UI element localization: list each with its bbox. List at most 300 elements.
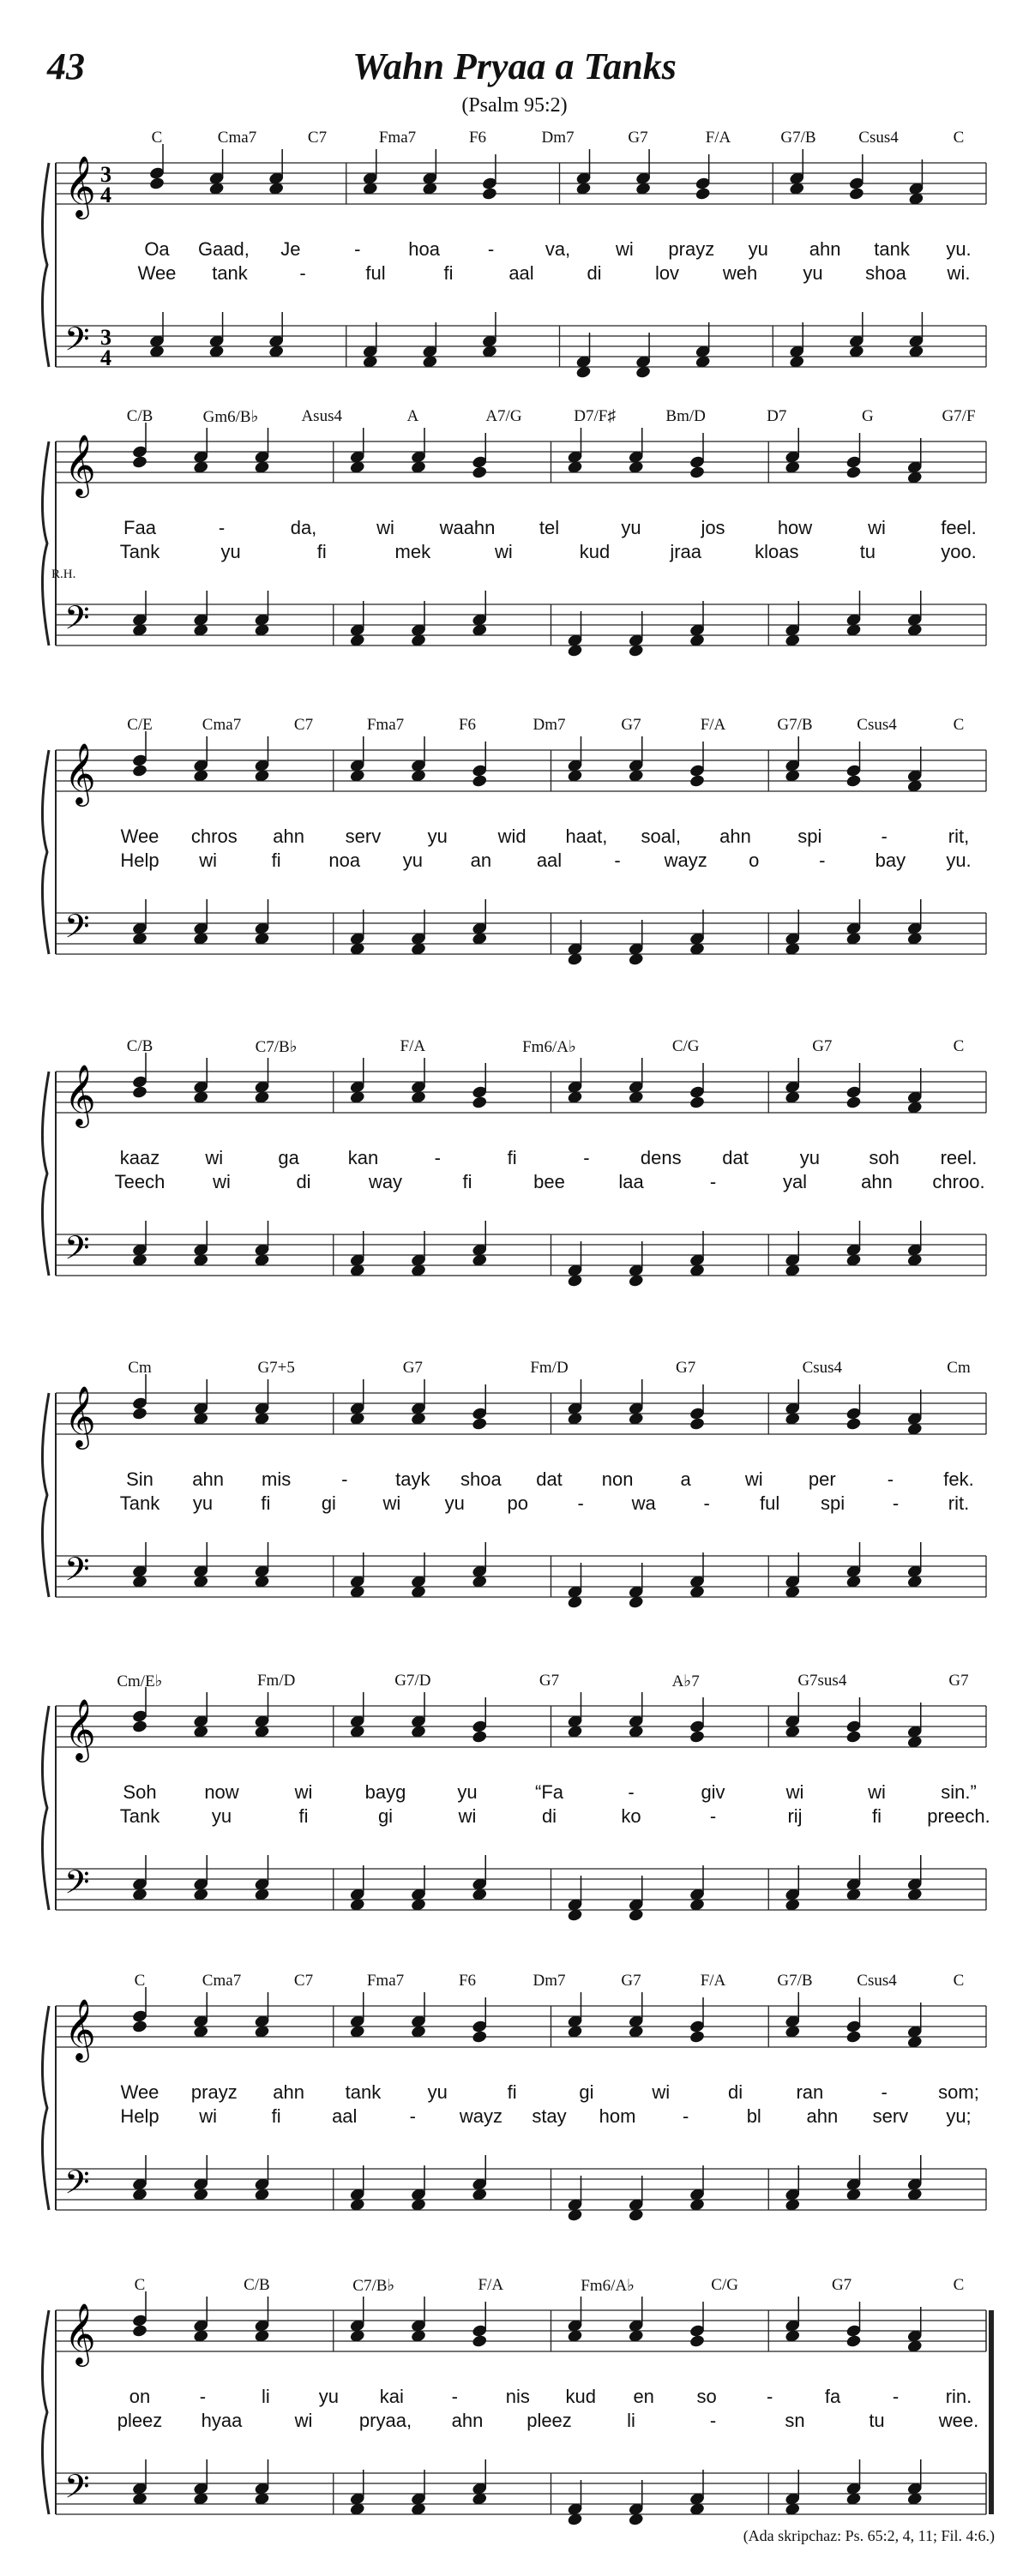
lyric-verse-2: serv (872, 2105, 909, 2127)
chord-symbol: F/A (705, 129, 731, 147)
music-system (0, 407, 1029, 707)
lyric-verse-1: ahn (192, 1468, 224, 1490)
time-signature-bottom: 4 (100, 345, 111, 370)
brace (42, 163, 49, 367)
lyric-verse-2: di (541, 1805, 557, 1827)
lyric-verse-2: mek (394, 541, 431, 562)
lyric-verse-2: bl (746, 2105, 761, 2127)
lyric-verse-1: - (881, 826, 888, 847)
treble-clef-icon: 𝄞 (64, 1697, 96, 1760)
lyric-verse-1: so (696, 2386, 717, 2407)
chord-symbol: G7 (812, 1037, 833, 1055)
lyric-verse-2: gi (321, 1492, 336, 1514)
chord-symbol: A7/G (485, 407, 522, 425)
lyric-verse-2: wi (213, 1171, 231, 1192)
lyric-verse-2: spi (821, 1492, 845, 1514)
chord-symbol: Fm/D (256, 1672, 296, 1690)
lyric-verse-1: wi (785, 1781, 804, 1803)
lyric-verse-2: - (892, 1492, 900, 1514)
chord-symbol: G7 (621, 1972, 641, 1990)
lyric-verse-1: kan (347, 1147, 379, 1168)
lyric-verse-1: kaaz (119, 1147, 160, 1168)
lyric-verse-2: kud (579, 541, 611, 562)
lyric-verse-2: tank (212, 262, 248, 284)
lyric-verse-1: ran (796, 2081, 824, 2103)
chord-symbol: C (953, 129, 965, 147)
chord-symbol: C7 (293, 1972, 314, 1990)
lyric-verse-2: - (577, 1492, 584, 1514)
lyric-verse-1: yu (427, 2081, 448, 2103)
lyric-verse-2: chroo. (932, 1171, 985, 1192)
chord-symbol: Cma7 (202, 1972, 242, 1990)
lyric-verse-2: - (709, 1805, 717, 1827)
lyric-verse-2: yal (782, 1171, 808, 1192)
lyric-verse-1: yu (799, 1147, 820, 1168)
time-signature-top: 3 (100, 162, 111, 187)
lyric-verse-2: wee. (938, 2410, 979, 2431)
lyric-verse-2: weh (722, 262, 758, 284)
lyric-verse-2: yu (444, 1492, 465, 1514)
lyric-verse-1: dat (536, 1468, 563, 1490)
lyric-verse-1: Gaad, (197, 238, 250, 260)
lyric-verse-1: bayg (364, 1781, 406, 1803)
lyric-verse-2: noa (328, 850, 361, 871)
brace (42, 441, 49, 646)
lyric-verse-2: pleez (117, 2410, 163, 2431)
chord-symbol: C7/B♭ (255, 1038, 298, 1056)
lyric-verse-2: pleez (527, 2410, 572, 2431)
lyric-verse-1: rin. (945, 2386, 972, 2407)
lyric-verse-2: pryaa, (358, 2410, 412, 2431)
lyric-verse-1: Wee (120, 826, 159, 847)
chord-symbol: G7 (402, 1359, 423, 1377)
chord-symbol: Dm7 (533, 716, 566, 734)
chord-symbol: Fm/D (530, 1359, 569, 1377)
brace (42, 1393, 49, 1597)
lyric-verse-2: Tank (119, 1805, 160, 1827)
lyric-verse-2: lov (654, 262, 680, 284)
lyric-verse-2: sn (785, 2410, 805, 2431)
chord-symbol: G7/B (777, 716, 813, 734)
lyric-verse-1: Sin (126, 1468, 153, 1490)
lyric-verse-1: non (601, 1468, 634, 1490)
lyric-verse-2: preech. (927, 1805, 990, 1827)
lyric-verse-1: hoa (408, 238, 441, 260)
lyric-verse-2: - (703, 1492, 710, 1514)
lyric-verse-2: - (709, 1171, 717, 1192)
lyric-verse-1: - (487, 238, 495, 260)
lyric-verse-1: dat (722, 1147, 749, 1168)
music-system (0, 1037, 1029, 1337)
chord-symbol: C (953, 1972, 965, 1990)
lyric-verse-2: wi (199, 850, 217, 871)
lyric-verse-2: fi (462, 1171, 472, 1192)
chord-symbol: Cma7 (202, 716, 242, 734)
chord-symbol: Cm (128, 1359, 152, 1377)
lyric-verse-2: wayz (664, 850, 707, 871)
lyric-verse-1: fek. (943, 1468, 974, 1490)
chord-symbol: G7+5 (257, 1359, 295, 1377)
chord-symbol: C (953, 1037, 965, 1055)
lyric-verse-2: jraa (670, 541, 701, 562)
chord-symbol: C (953, 2276, 965, 2294)
lyric-verse-2: - (614, 850, 621, 871)
lyric-verse-2: tu (869, 2410, 885, 2431)
lyric-verse-1: sin.” (941, 1781, 977, 1803)
chord-symbol: G7/D (394, 1672, 431, 1690)
music-system (0, 1359, 1029, 1659)
lyric-verse-2: Teech (114, 1171, 165, 1192)
music-system (0, 1972, 1029, 2272)
lyric-verse-2: yu. (946, 850, 972, 871)
lyric-verse-2: fi (872, 1805, 882, 1827)
lyric-verse-1: fi (507, 1147, 517, 1168)
lyric-verse-2: wi. (947, 262, 971, 284)
lyric-verse-1: wi (294, 1781, 313, 1803)
lyric-verse-2: shoa (865, 262, 906, 284)
lyric-verse-1: - (451, 2386, 458, 2407)
chord-symbol: Cm/E♭ (117, 1672, 163, 1690)
chord-symbol: Asus4 (301, 407, 342, 425)
music-system (0, 129, 1029, 429)
lyric-verse-2: an (470, 850, 492, 871)
chord-symbol: Fm6/A♭ (581, 2277, 635, 2295)
treble-clef-icon: 𝄞 (64, 1997, 96, 2060)
lyric-verse-1: - (199, 2386, 207, 2407)
lyric-verse-2: wa (631, 1492, 656, 1514)
chord-symbol: D7/F♯ (574, 407, 616, 425)
lyric-verse-1: di (727, 2081, 743, 2103)
lyric-verse-2: yu (211, 1805, 232, 1827)
lyric-verse-1: giv (701, 1781, 725, 1803)
chord-symbol: G7 (831, 2276, 852, 2294)
lyric-verse-2: Help (120, 2105, 159, 2127)
scripture-footnote: (Ada skripchaz: Ps. 65:2, 4, 11; Fil. 4:6.) (743, 2527, 995, 2544)
lyric-verse-2: ful (759, 1492, 780, 1514)
lyric-verse-1: - (628, 1781, 635, 1803)
lyric-verse-2: aal (332, 2105, 358, 2127)
lyric-verse-1: prayz (190, 2081, 238, 2103)
lyric-verse-2: - (709, 2410, 717, 2431)
lyric-verse-1: serv (345, 826, 382, 847)
lyric-verse-1: yu (318, 2386, 339, 2407)
chord-symbol: G (862, 407, 874, 425)
lyric-verse-2: ahn (861, 1171, 893, 1192)
lyric-verse-2: - (409, 2105, 416, 2127)
lyric-verse-2: po (507, 1492, 529, 1514)
hymn-title: Wahn Pryaa a Tanks (352, 45, 677, 87)
lyric-verse-1: how (777, 517, 813, 538)
lyric-verse-1: wi (376, 517, 394, 538)
lyric-verse-2: gi (377, 1805, 394, 1827)
music-system (0, 716, 1029, 1016)
lyric-verse-1: jos (701, 517, 725, 538)
chord-symbol: F6 (468, 129, 487, 147)
lyric-verse-2: wi (199, 2105, 217, 2127)
lyric-verse-2: fi (271, 850, 281, 871)
chord-symbol: F/A (400, 1037, 426, 1055)
lyric-verse-2: Tank (119, 541, 160, 562)
lyric-verse-1: tel (539, 517, 560, 538)
lyric-verse-1: - (341, 1468, 348, 1490)
lyric-verse-2: kloas (755, 541, 799, 562)
lyric-verse-1: wi (744, 1468, 763, 1490)
lyric-verse-1: ahn (809, 238, 841, 260)
lyric-verse-1: kai (379, 2386, 404, 2407)
chord-symbol: Csus4 (857, 716, 897, 734)
lyric-verse-1: Soh (123, 1781, 157, 1803)
chord-symbol: G7 (676, 1359, 696, 1377)
lyric-verse-1: reel. (940, 1147, 978, 1168)
lyric-verse-1: yu (748, 238, 768, 260)
lyric-verse-2: yu (220, 541, 241, 562)
lyric-verse-2: fi (298, 1805, 309, 1827)
chord-symbol: Bm/D (665, 407, 706, 425)
brace (42, 2006, 49, 2210)
lyric-verse-1: yu (427, 826, 448, 847)
lyric-verse-1: Je (280, 238, 301, 260)
lyric-verse-1: tayk (395, 1468, 430, 1490)
brace (42, 2310, 49, 2514)
lyric-verse-1: “Fa (535, 1781, 563, 1803)
chord-symbol: F6 (458, 1972, 477, 1990)
lyric-verse-2: wi (294, 2410, 313, 2431)
lyric-verse-2: wi (382, 1492, 401, 1514)
lyric-verse-1: waahn (439, 517, 496, 538)
lyric-verse-2: yu (402, 850, 423, 871)
chord-symbol: G7/B (777, 1972, 813, 1990)
lyric-verse-1: wid (497, 826, 527, 847)
lyric-verse-2: way (368, 1171, 403, 1192)
lyric-verse-2: fi (443, 262, 454, 284)
chord-symbol: Gm6/B♭ (202, 408, 259, 426)
chord-symbol: C/G (711, 2276, 738, 2294)
lyric-verse-2: di (296, 1171, 311, 1192)
lyric-verse-1: Faa (123, 517, 156, 538)
lyric-verse-1: shoa (460, 1468, 502, 1490)
lyric-verse-1: now (204, 1781, 239, 1803)
lyric-verse-1: - (766, 2386, 773, 2407)
lyric-verse-1: fa (824, 2386, 841, 2407)
lyric-verse-1: wi (205, 1147, 224, 1168)
chord-symbol: G7 (628, 129, 648, 147)
chord-symbol: Dm7 (533, 1972, 566, 1990)
lyric-verse-1: ahn (719, 826, 751, 847)
lyric-verse-2: hyaa (201, 2410, 243, 2431)
chord-symbol: Fma7 (366, 1972, 405, 1990)
lyric-verse-1: feel. (941, 517, 977, 538)
lyric-verse-2: fi (316, 541, 327, 562)
chord-symbol: G7 (948, 1672, 969, 1690)
chord-symbol: C7 (293, 716, 314, 734)
lyric-verse-1: soh (869, 1147, 900, 1168)
lyric-verse-2: di (587, 262, 602, 284)
lyric-verse-1: - (887, 1468, 894, 1490)
lyric-verse-1: ga (278, 1147, 299, 1168)
lyric-verse-2: hom (599, 2105, 636, 2127)
lyric-verse-2: stay (532, 2105, 567, 2127)
lyric-verse-2: - (299, 262, 306, 284)
lyric-verse-1: ahn (273, 826, 304, 847)
lyric-verse-2: Tank (119, 1492, 160, 1514)
lyric-verse-1: tank (874, 238, 910, 260)
bass-clef-icon: 𝄢 (64, 1228, 90, 1275)
lyric-verse-2: aal (508, 262, 534, 284)
chord-symbol: Csus4 (858, 129, 899, 147)
time-signature-top: 3 (100, 325, 111, 350)
lyric-verse-2: yu; (946, 2105, 972, 2127)
lyric-verse-2: Wee (137, 262, 177, 284)
lyric-verse-2: rit. (948, 1492, 970, 1514)
treble-clef-icon: 𝄞 (64, 1384, 96, 1447)
lyric-verse-1: chros (190, 826, 238, 847)
chord-symbol: F/A (700, 716, 726, 734)
chord-symbol: G7/F (942, 407, 976, 425)
chord-symbol: C (134, 1972, 146, 1990)
lyric-verse-1: kud (565, 2386, 596, 2407)
lyric-verse-1: mis (262, 1468, 292, 1490)
chord-symbol: Csus4 (802, 1359, 843, 1377)
lyric-verse-2: Help (120, 850, 159, 871)
lyric-verse-2: aal (536, 850, 563, 871)
lyric-verse-1: en (633, 2386, 654, 2407)
lyric-verse-1: - (218, 517, 226, 538)
treble-clef-icon: 𝄞 (64, 154, 96, 217)
lyric-verse-2: rij (787, 1805, 803, 1827)
lyric-verse-1: Wee (120, 2081, 159, 2103)
lyric-verse-1: da, (290, 517, 317, 538)
chord-symbol: Fm6/A♭ (522, 1038, 576, 1056)
brace (42, 750, 49, 954)
lyric-verse-1: spi (797, 826, 822, 847)
lyric-verse-2: ful (365, 262, 386, 284)
lyric-verse-1: on (129, 2386, 151, 2407)
chord-symbol: C (953, 716, 965, 734)
hymn-subtitle: (Psalm 95:2) (461, 94, 568, 117)
lyric-verse-1: - (881, 2081, 888, 2103)
time-signature-bottom: 4 (100, 183, 111, 207)
chord-symbol: C7 (307, 129, 328, 147)
hymn-number: 43 (47, 45, 85, 87)
chord-symbol: C/B (126, 407, 153, 425)
bass-clef-icon: 𝄢 (64, 598, 90, 645)
lyric-verse-1: yu (621, 517, 641, 538)
chord-symbol: C/B (126, 1037, 153, 1055)
lyric-verse-1: wi (616, 238, 634, 260)
lyric-verse-1: rit, (948, 826, 970, 847)
brace (42, 1072, 49, 1276)
lyric-verse-2: - (682, 2105, 689, 2127)
chord-symbol: G7sus4 (797, 1672, 847, 1690)
lyric-verse-2: wayz (459, 2105, 502, 2127)
lyric-verse-2: bee (533, 1171, 565, 1192)
lyric-verse-1: haat, (565, 826, 608, 847)
chord-symbol: Cma7 (217, 129, 257, 147)
chord-symbol: G7/B (780, 129, 816, 147)
lyric-verse-2: yu (192, 1492, 214, 1514)
lyric-verse-1: per (808, 1468, 836, 1490)
lyric-verse-2: - (819, 850, 826, 871)
lyric-verse-1: ahn (273, 2081, 304, 2103)
chord-symbol: C (134, 2276, 146, 2294)
lyric-verse-1: gi (579, 2081, 594, 2103)
chord-symbol: C/G (671, 1037, 700, 1055)
bass-clef-icon: 𝄢 (64, 2467, 90, 2513)
lyric-verse-2: laa (618, 1171, 644, 1192)
chord-symbol: F/A (478, 2276, 504, 2294)
bass-clef-icon: 𝄢 (64, 907, 90, 953)
chord-symbol: A♭7 (671, 1672, 700, 1690)
lyric-verse-2: yoo. (941, 541, 977, 562)
chord-symbol: C/B (244, 2276, 270, 2294)
bass-clef-icon: 𝄢 (64, 320, 90, 366)
bass-clef-icon: 𝄢 (64, 1863, 90, 1909)
lyric-verse-1: wi (868, 517, 886, 538)
lyric-verse-1: va, (545, 238, 571, 260)
lyric-verse-2: ahn (451, 2410, 484, 2431)
lyric-verse-2: li (627, 2410, 635, 2431)
lyric-verse-1: wi (652, 2081, 671, 2103)
chord-symbol: F6 (458, 716, 477, 734)
lyric-verse-1: yu (457, 1781, 478, 1803)
chord-symbol: Csus4 (857, 1972, 897, 1990)
chord-symbol: Fma7 (378, 129, 417, 147)
lyric-verse-1: nis (505, 2386, 530, 2407)
chord-symbol: D7 (767, 407, 787, 425)
chord-symbol: Fma7 (366, 716, 405, 734)
lyric-verse-2: yu (803, 262, 823, 284)
chord-symbol: Cm (947, 1359, 971, 1377)
treble-clef-icon: 𝄞 (64, 1063, 96, 1126)
lyric-verse-2: wi (495, 541, 513, 562)
chord-symbol: F/A (700, 1972, 726, 1990)
lyric-verse-1: - (583, 1147, 590, 1168)
lyric-verse-1: dens (640, 1147, 682, 1168)
chord-symbol: A (406, 407, 419, 425)
treble-clef-icon: 𝄞 (64, 2302, 96, 2364)
lyric-verse-2: ko (621, 1805, 641, 1827)
lyric-verse-2: fi (271, 2105, 281, 2127)
chord-symbol: G7 (539, 1672, 560, 1690)
lyric-verse-1: Oa (144, 238, 170, 260)
lyric-verse-2: tu (859, 541, 876, 562)
lyric-verse-1: tank (345, 2081, 382, 2103)
lyric-verse-1: yu. (946, 238, 972, 260)
chord-symbol: C7/B♭ (352, 2277, 395, 2295)
chord-symbol: G7 (621, 716, 641, 734)
lyric-verse-2: ahn (806, 2105, 839, 2127)
lyric-verse-1: - (354, 238, 361, 260)
music-system (0, 1672, 1029, 1972)
treble-clef-icon: 𝄞 (64, 433, 96, 495)
lyric-verse-2: wi (458, 1805, 477, 1827)
lyric-verse-1: som; (938, 2081, 979, 2103)
lyric-verse-1: fi (507, 2081, 517, 2103)
bass-clef-icon: 𝄢 (64, 1550, 90, 1596)
lyric-verse-1: li (262, 2386, 270, 2407)
right-hand-marking: R.H. (51, 567, 76, 581)
lyric-verse-2: fi (261, 1492, 271, 1514)
chord-symbol: C/E (127, 716, 153, 734)
lyric-verse-1: - (892, 2386, 900, 2407)
lyric-verse-1: wi (868, 1781, 886, 1803)
lyric-verse-2: bay (875, 850, 906, 871)
lyric-verse-1: a (680, 1468, 691, 1490)
lyric-verse-1: prayz (668, 238, 715, 260)
lyric-verse-2: o (749, 850, 760, 871)
lyric-verse-1: - (434, 1147, 441, 1168)
treble-clef-icon: 𝄞 (64, 742, 96, 804)
